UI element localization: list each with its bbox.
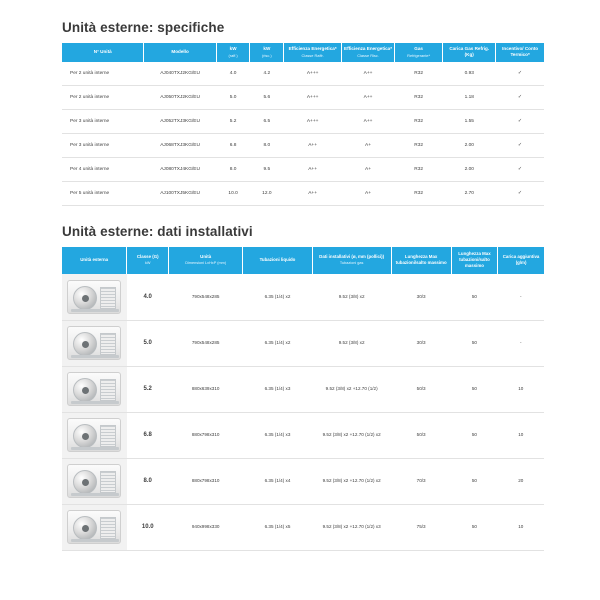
- cell-lunghezza-1: 50/3: [391, 412, 451, 458]
- col-gas: Gas Refrigerante*: [395, 43, 443, 62]
- cell-eff-cool: A++: [284, 182, 342, 206]
- col-unita-esterna: Unità esterna: [62, 247, 127, 274]
- cell-dimensioni: 880x798x310: [169, 458, 243, 504]
- col-kw-raff: kW (raff.): [216, 43, 250, 62]
- cell-kw-cool: 4.0: [216, 62, 250, 86]
- cell-unit-image: [62, 320, 127, 366]
- outdoor-unit-icon: [67, 280, 121, 314]
- table-row: [62, 110, 544, 134]
- cell-gas: R32: [395, 86, 443, 110]
- cell-eff-heat: A++: [342, 62, 395, 86]
- cell-liquido: 6.35 (1/4) x4: [243, 458, 313, 504]
- cell-kw-heat: 5.6: [250, 86, 284, 110]
- col-tubazioni-gas-sub: Tubazioni gas: [339, 261, 364, 266]
- cell-gas: R32: [395, 110, 443, 134]
- col-tubazioni-gas: Dati installativi (ø, mm (pollici)) Tubazioni gas: [312, 247, 391, 274]
- cell-lunghezza-1: 75/3: [391, 504, 451, 550]
- cell-unit-image: [62, 458, 127, 504]
- cell-gas: 9.52 (3/8) x2: [312, 274, 391, 320]
- fan-grill-icon: [73, 378, 97, 402]
- cell-eff-heat: A+: [342, 182, 395, 206]
- cell-carica: 1.18: [443, 86, 496, 110]
- outdoor-unit-icon: [67, 418, 121, 452]
- col-tubazioni-liquido: Tubazioni liquido: [243, 247, 313, 274]
- col-eff-raff: Efficienza Energetica* Classe Raffr.: [284, 43, 342, 62]
- col-eff-raff-sub: Classe Raffr.: [301, 53, 324, 59]
- col-eff-risc-sub: Classe Risc.: [357, 53, 379, 59]
- cell-carica: 2.70: [443, 182, 496, 206]
- cell-gas: 9.52 (3/8) x2 +12.70 (1/2) x3: [312, 504, 391, 550]
- table-row: [62, 504, 544, 550]
- vent-icon: [100, 425, 116, 447]
- cell-gas: R32: [395, 182, 443, 206]
- cell-modello: AJ100TXJ5KG/EU: [144, 182, 216, 206]
- cell-dimensioni: 790x548x285: [169, 320, 243, 366]
- cell-classe: 5.0: [127, 320, 169, 366]
- table-row: [62, 62, 544, 86]
- table-row: [62, 320, 544, 366]
- cell-carica: 0.93: [443, 62, 496, 86]
- col-kw-raff-sub: (raff.): [228, 53, 238, 59]
- table-row: [62, 274, 544, 320]
- cell-eff-cool: A+++: [284, 62, 342, 86]
- cell-eff-heat: A+: [342, 158, 395, 182]
- cell-incentivo: ✓: [496, 182, 544, 206]
- col-carica-aggiuntiva: Carica aggiuntiva (g/m): [498, 247, 544, 274]
- cell-modello: AJ052TXJ3KG/EU: [144, 110, 216, 134]
- cell-kw-heat: 4.2: [250, 62, 284, 86]
- cell-unit-image: [62, 274, 127, 320]
- col-incentivo: Incentivo/ Conto Termico*: [496, 43, 544, 62]
- cell-carica: 1.55: [443, 110, 496, 134]
- cell-eff-cool: A+++: [284, 110, 342, 134]
- cell-gas: 9.52 (3/8) x2: [312, 320, 391, 366]
- cell-unita: Per 4 unità interne: [62, 158, 144, 182]
- fan-grill-icon: [73, 286, 97, 310]
- cell-liquido: 6.35 (1/4) x5: [243, 504, 313, 550]
- table-row: [62, 182, 544, 206]
- cell-carica: 2.00: [443, 134, 496, 158]
- cell-gas: R32: [395, 134, 443, 158]
- cell-unit-image: [62, 504, 127, 550]
- col-eff-risc: Efficienza Energetica* Classe Risc.: [342, 43, 395, 62]
- cell-dimensioni: 790x548x285: [169, 274, 243, 320]
- cell-kw-heat: 6.5: [250, 110, 284, 134]
- cell-lunghezza-1: 30/3: [391, 274, 451, 320]
- spec-table-header-row: [62, 43, 544, 62]
- cell-dimensioni: 880x639x310: [169, 366, 243, 412]
- cell-lunghezza-2: 50: [451, 412, 497, 458]
- cell-kw-cool: 8.0: [216, 158, 250, 182]
- installation-data-table: [62, 247, 544, 550]
- cell-unita: Per 2 unità interne: [62, 62, 144, 86]
- vent-icon: [100, 471, 116, 493]
- specifications-table: [62, 43, 544, 206]
- cell-kw-heat: 12.0: [250, 182, 284, 206]
- cell-liquido: 6.35 (1/4) x2: [243, 274, 313, 320]
- col-unita-dim: Unità Dimensioni LxHxP (mm): [169, 247, 243, 274]
- cell-eff-heat: A++: [342, 110, 395, 134]
- fan-grill-icon: [73, 470, 97, 494]
- vent-icon: [100, 517, 116, 539]
- cell-lunghezza-2: 50: [451, 274, 497, 320]
- cell-incentivo: ✓: [496, 110, 544, 134]
- vent-icon: [100, 333, 116, 355]
- table-row: [62, 134, 544, 158]
- cell-incentivo: ✓: [496, 134, 544, 158]
- cell-liquido: 6.35 (1/4) x3: [243, 412, 313, 458]
- unit-base: [71, 401, 119, 404]
- cell-modello: AJ040TXJ2KG/EU: [144, 62, 216, 86]
- cell-modello: AJ050TXJ2KG/EU: [144, 86, 216, 110]
- cell-kw-heat: 8.0: [250, 134, 284, 158]
- cell-kw-heat: 9.5: [250, 158, 284, 182]
- cell-carica-aggiuntiva: 10: [498, 412, 544, 458]
- table-row: [62, 158, 544, 182]
- col-classe: Classe (G) kW: [127, 247, 169, 274]
- install-table-header-row: [62, 247, 544, 274]
- cell-eff-cool: A+++: [284, 86, 342, 110]
- cell-kw-cool: 5.0: [216, 86, 250, 110]
- cell-gas: R32: [395, 62, 443, 86]
- col-gas-sub: Refrigerante*: [407, 53, 431, 59]
- cell-gas: 9.52 (3/8) x2 +12.70 (1/2) x2: [312, 458, 391, 504]
- cell-lunghezza-1: 30/3: [391, 320, 451, 366]
- table-row: [62, 366, 544, 412]
- cell-incentivo: ✓: [496, 158, 544, 182]
- cell-unita: Per 5 unità interne: [62, 182, 144, 206]
- cell-lunghezza-1: 50/3: [391, 366, 451, 412]
- cell-kw-cool: 5.2: [216, 110, 250, 134]
- cell-eff-heat: A++: [342, 86, 395, 110]
- cell-unit-image: [62, 366, 127, 412]
- cell-eff-cool: A++: [284, 134, 342, 158]
- cell-classe: 8.0: [127, 458, 169, 504]
- outdoor-unit-icon: [67, 326, 121, 360]
- cell-incentivo: ✓: [496, 62, 544, 86]
- cell-modello: AJ068TXJ3KG/EU: [144, 134, 216, 158]
- cell-kw-cool: 10.0: [216, 182, 250, 206]
- cell-classe: 6.8: [127, 412, 169, 458]
- unit-base: [71, 355, 119, 358]
- cell-incentivo: ✓: [496, 86, 544, 110]
- cell-unita: Per 3 unità interne: [62, 134, 144, 158]
- cell-unita: Per 3 unità interne: [62, 110, 144, 134]
- page-title-specifiche: Unità esterne: specifiche: [62, 20, 225, 35]
- fan-grill-icon: [73, 424, 97, 448]
- cell-liquido: 6.35 (1/4) x2: [243, 320, 313, 366]
- cell-liquido: 6.35 (1/4) x3: [243, 366, 313, 412]
- col-kw-risc-sub: (risc.): [261, 53, 272, 59]
- fan-grill-icon: [73, 516, 97, 540]
- cell-carica-aggiuntiva: 10: [498, 504, 544, 550]
- cell-eff-cool: A++: [284, 158, 342, 182]
- cell-lunghezza-1: 70/3: [391, 458, 451, 504]
- cell-classe: 4.0: [127, 274, 169, 320]
- col-unita-dim-sub: Dimensioni LxHxP (mm): [185, 261, 227, 266]
- cell-classe: 10.0: [127, 504, 169, 550]
- cell-carica-aggiuntiva: 20: [498, 458, 544, 504]
- cell-carica-aggiuntiva: -: [498, 320, 544, 366]
- vent-icon: [100, 287, 116, 309]
- outdoor-unit-icon: [67, 510, 121, 544]
- cell-lunghezza-2: 50: [451, 366, 497, 412]
- cell-lunghezza-2: 50: [451, 504, 497, 550]
- cell-carica-aggiuntiva: 10: [498, 366, 544, 412]
- cell-carica-aggiuntiva: -: [498, 274, 544, 320]
- fan-grill-icon: [73, 332, 97, 356]
- cell-dimensioni: 880x798x310: [169, 412, 243, 458]
- col-lunghezza-2: Lunghezza Max tubazioni/salto massimo: [451, 247, 497, 274]
- cell-lunghezza-2: 50: [451, 320, 497, 366]
- page-title-dati-installativi: Unità esterne: dati installativi: [62, 224, 253, 240]
- outdoor-unit-icon: [67, 464, 121, 498]
- unit-base: [71, 493, 119, 496]
- cell-modello: AJ080TXJ4KG/EU: [144, 158, 216, 182]
- cell-unita: Per 2 unità interne: [62, 86, 144, 110]
- outdoor-unit-icon: [67, 372, 121, 406]
- cell-gas: 9.52 (3/8) x2 +12.70 (1/2) x2: [312, 412, 391, 458]
- cell-dimensioni: 940x998x330: [169, 504, 243, 550]
- col-modello: Modello: [144, 43, 216, 62]
- cell-gas: 9.52 (3/8) x2 +12.70 (1/2): [312, 366, 391, 412]
- cell-unit-image: [62, 412, 127, 458]
- table-row: [62, 86, 544, 110]
- col-classe-sub: kW: [144, 261, 151, 266]
- cell-classe: 5.2: [127, 366, 169, 412]
- cell-gas: R32: [395, 158, 443, 182]
- col-kw-risc: kW (risc.): [250, 43, 284, 62]
- col-lunghezza-1: Lunghezza Max tubazioni/salto massimo: [391, 247, 451, 274]
- cell-lunghezza-2: 50: [451, 458, 497, 504]
- cell-eff-heat: A+: [342, 134, 395, 158]
- unit-base: [71, 447, 119, 450]
- table-row: [62, 458, 544, 504]
- col-n-unita: N° Unità: [62, 43, 144, 62]
- unit-base: [71, 539, 119, 542]
- unit-base: [71, 309, 119, 312]
- table-row: [62, 412, 544, 458]
- col-carica: Carica Gas Refrig. (Kg): [443, 43, 496, 62]
- vent-icon: [100, 379, 116, 401]
- cell-carica: 2.00: [443, 158, 496, 182]
- cell-kw-cool: 6.8: [216, 134, 250, 158]
